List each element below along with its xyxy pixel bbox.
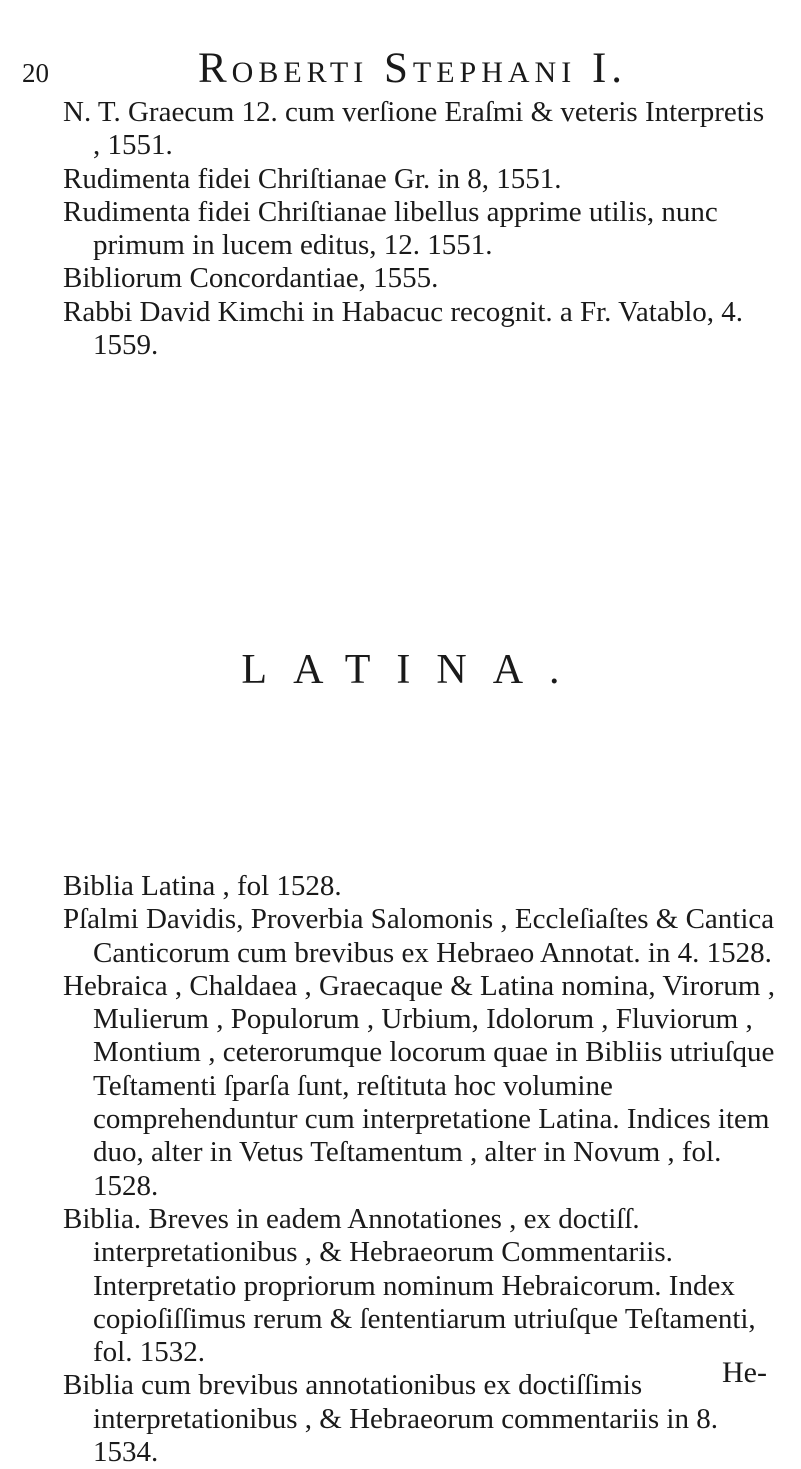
bibliography-entry: Biblia cum brevibus annotationibus ex doctiſſimis interpretationibus , & Hebraeorum commentariis in 8. 1534.: [63, 1369, 718, 1469]
bibliography-entry: Bibliorum Concordantiae, 1555.: [63, 262, 439, 295]
bibliography-entry: N. T. Graecum 12. cum verſione Eraſmi & veteris Interpretis , 1551.: [63, 96, 765, 162]
entry-list-greek: [63, 96, 778, 362]
bibliography-entry: Rabbi David Kimchi in Habacuc recognit. a Fr. Vatablo, 4. 1559.: [63, 295, 743, 362]
bibliography-entry: Rudimenta fidei Chriſtianae libellus apprime utilis, nunc primum in lucem editus, 12. 1551.: [63, 195, 718, 262]
page-number: 20: [22, 58, 49, 88]
catchword: He-: [722, 1356, 767, 1389]
section-heading: LATINA.: [241, 647, 586, 693]
page-header: [22, 40, 761, 92]
bibliography-entry: Rudimenta fidei Chriſtianae Gr. in 8, 1551.: [63, 162, 562, 195]
running-head: Roberti Stephani I.: [198, 45, 628, 92]
bibliography-entry: Hebraica , Chaldaea , Graecaque & Latina nomina, Virorum , Mulierum , Populorum , Urbium, Idolorum , Fluviorum , Montium , ceterorumque locorum quae in Bibliis utriuſque Teſtamenti ſparſa ſunt, reſtituta hoc volumine comprehenduntur cum interpretatione Latina. Indices item duo, alter in Vetus Teſtamentum , alter in Novum , fol. 1528.: [63, 969, 775, 1202]
bibliography-entry: Biblia. Breves in eadem Annotationes , ex doctiſſ. interpretationibus , & Hebraeorum Commentariis. Interpretatio propriorum nominum Hebraicorum. Index copioſiſſimus rerum & ſententiarum utriuſque Teſtamenti, fol. 1532.: [63, 1202, 756, 1369]
entry-list-latin: [63, 870, 778, 1469]
bibliography-entry: Pſalmi Davidis, Proverbia Salomonis , Eccleſiaſtes & Cantica Canticorum cum brevibus ex Hebraeo Annotat. in 4. 1528.: [63, 903, 775, 969]
bibliography-entry: Biblia Latina , fol 1528.: [63, 870, 342, 902]
